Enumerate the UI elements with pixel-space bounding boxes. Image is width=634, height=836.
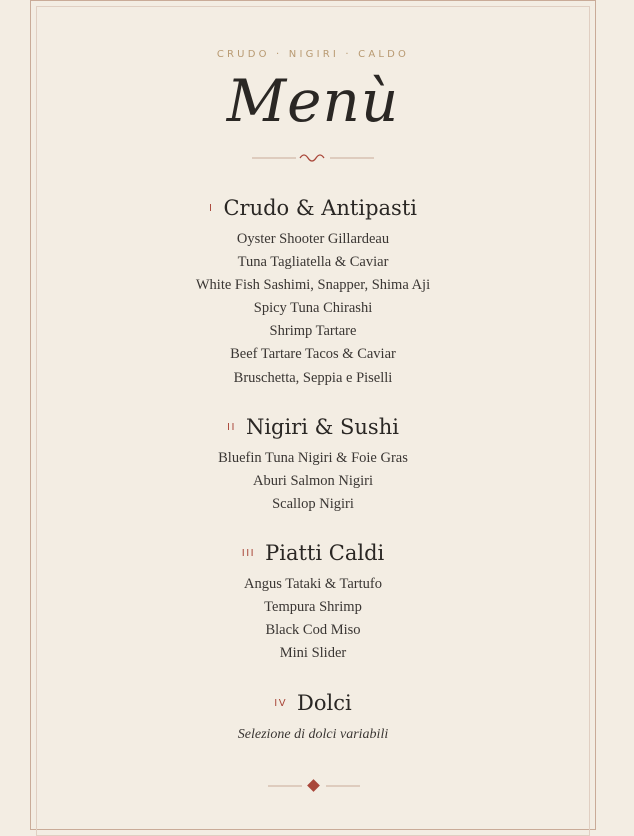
section-title: Crudo & Antipasti: [223, 195, 417, 220]
menu-item: Tuna Tagliatella & Caviar: [237, 254, 389, 271]
section-title: Dolci: [297, 690, 352, 715]
menu-item: Spicy Tuna Chirashi: [253, 300, 373, 317]
menu-item: Bruschetta, Seppia e Piselli: [233, 369, 393, 386]
menu-item-list: [30, 573, 596, 665]
menu-item: Tempura Shrimp: [264, 599, 362, 616]
menu-item: Aburi Salmon Nigiri: [252, 473, 374, 490]
section-numeral: IV: [274, 697, 288, 709]
section-piatti-caldi: [30, 538, 596, 665]
menu-item: White Fish Sashimi, Snapper, Shima Aji: [195, 277, 431, 294]
menu-item: Beef Tartare Tacos & Caviar: [230, 346, 396, 363]
menu-title: Menù: [226, 67, 400, 135]
section-heading: [30, 688, 596, 716]
section-heading: [30, 412, 596, 440]
menu-item: Black Cod Miso: [265, 622, 361, 639]
diamond-divider-icon: [266, 776, 362, 796]
menu-item-list: [30, 723, 596, 746]
menu-eyebrow: CRUDO · NIGIRI · CALDO: [216, 49, 410, 60]
flourish-divider-icon: [250, 148, 376, 168]
section-heading: [30, 193, 596, 221]
section-title: Nigiri & Sushi: [245, 414, 399, 439]
section-numeral: III: [241, 547, 256, 559]
section-heading: [30, 538, 596, 566]
menu-item: Scallop Nigiri: [272, 496, 354, 513]
menu-item: Shrimp Tartare: [269, 323, 357, 340]
menu-item: Mini Slider: [279, 645, 347, 662]
menu-item: Bluefin Tuna Nigiri & Foie Gras: [218, 450, 408, 466]
section-crudo-antipasti: [30, 193, 596, 390]
dessert-note: Selezione di dolci variabili: [237, 727, 389, 742]
section-dolci: [30, 688, 596, 746]
menu-item-list: [30, 228, 596, 390]
section-numeral: II: [227, 421, 236, 433]
menu-item-list: [30, 447, 596, 516]
menu-item: Angus Tataki & Tartufo: [244, 576, 382, 592]
section-nigiri-sushi: [30, 412, 596, 516]
section-title: Piatti Caldi: [265, 540, 385, 565]
menu-item: Oyster Shooter Gillardeau: [236, 231, 390, 247]
section-numeral: I: [209, 202, 214, 214]
